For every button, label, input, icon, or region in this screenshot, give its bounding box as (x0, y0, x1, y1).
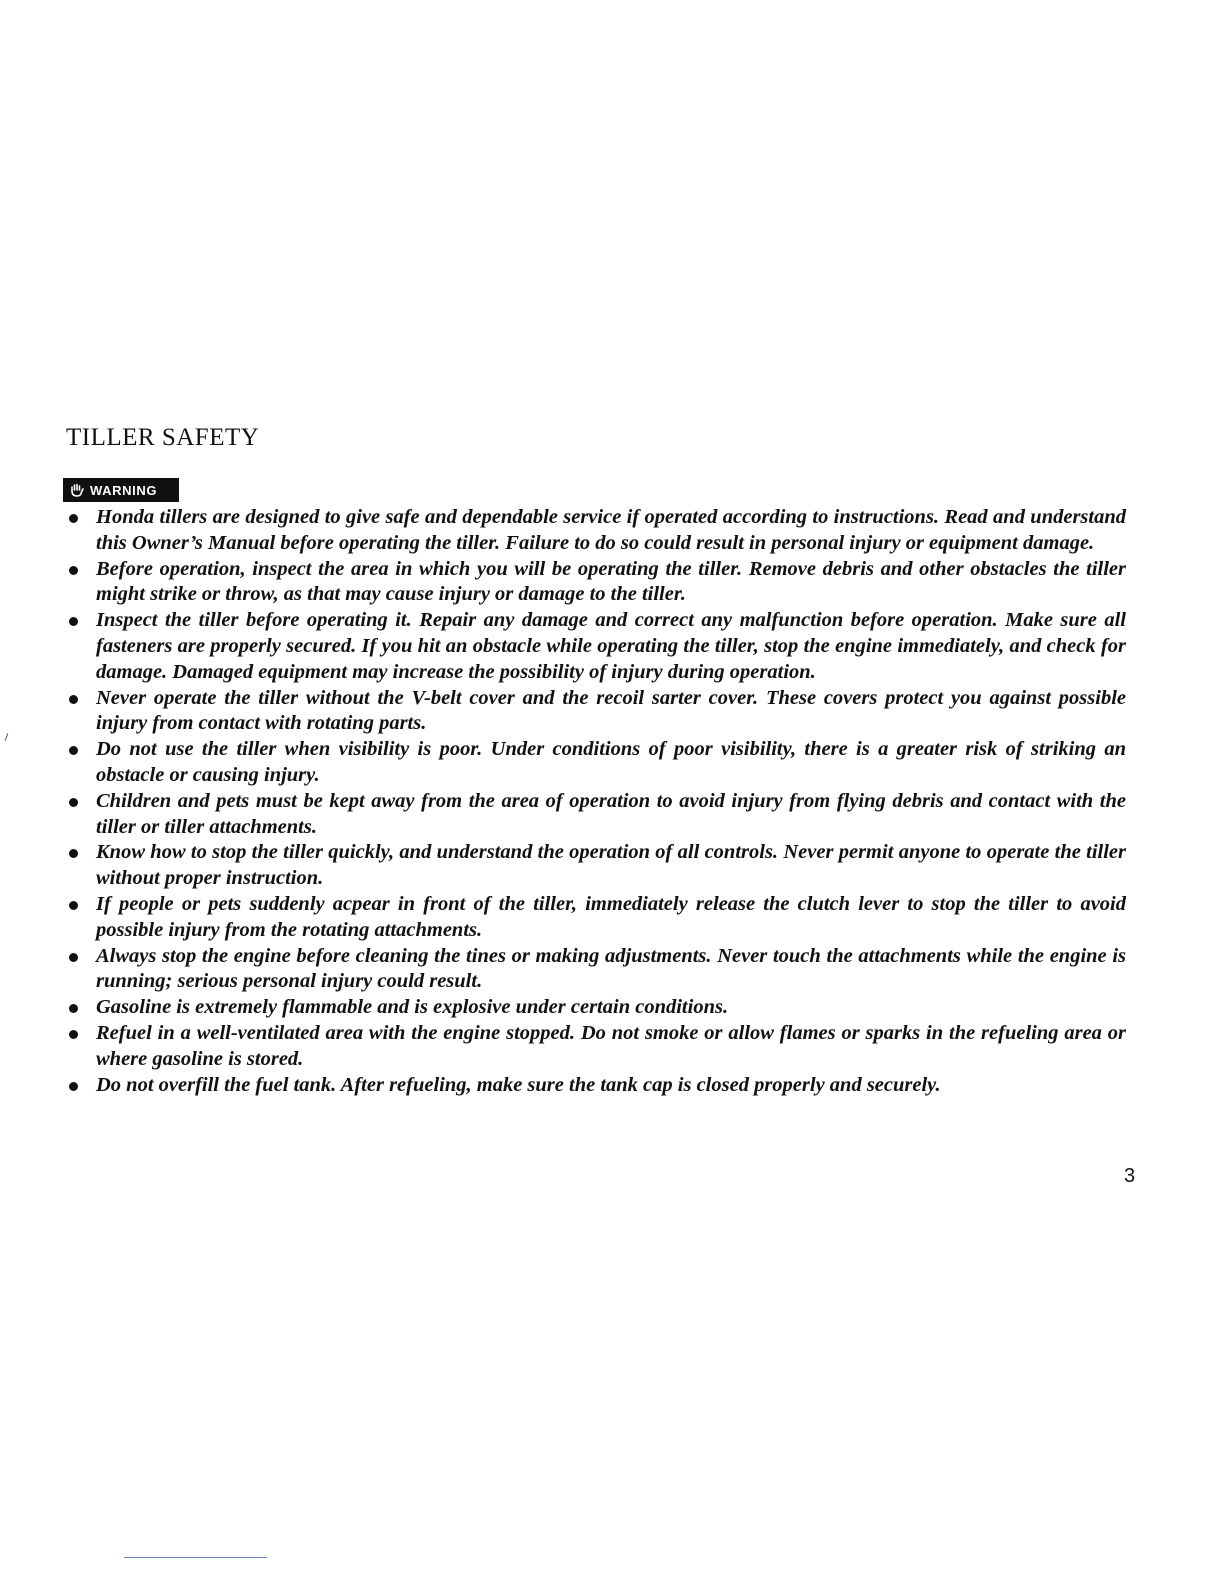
list-item-text: Refuel in a well-ventilated area with the engine stopped. Do not smoke or allow flames or sparks in the refueling area or where gasoline is stored. (96, 1021, 1126, 1070)
list-item (66, 1073, 1126, 1099)
bullet-icon (69, 901, 78, 910)
bullet-icon (69, 514, 78, 523)
scan-mark (5, 733, 9, 741)
list-item (66, 737, 1126, 789)
list-item (66, 557, 1126, 609)
list-item-text: Do not overfill the fuel tank. After refueling, make sure the tank cap is closed properly and securely. (96, 1073, 941, 1096)
list-item-text: Know how to stop the tiller quickly, and understand the operation of all controls. Never permit anyone to operate the tiller without proper instruction. (96, 841, 1126, 890)
bullet-icon (69, 849, 78, 858)
bullet-icon (69, 566, 78, 575)
list-item (66, 686, 1126, 738)
list-item-text: Children and pets must be kept away from the area of operation to avoid injury from flying debris and contact with the tiller or tiller attachments. (96, 789, 1126, 838)
list-item-text: Never operate the tiller without the V-belt cover and the recoil sarter cover. These covers protect you against possible injury from contact with rotating parts. (96, 686, 1126, 735)
list-item (66, 608, 1126, 685)
list-item (66, 840, 1126, 892)
warning-hand-icon (69, 482, 85, 498)
list-item (66, 505, 1126, 557)
bullet-icon (69, 1004, 78, 1013)
bullet-icon (69, 798, 78, 807)
list-item-text: Inspect the tiller before operating it. Repair any damage and correct any malfunction before operation. Make sure all fasteners are properly secured. If you hit an obstacle while operating the tiller, stop the engine immediately, and check for damage. Damaged equipment may increase the possibility of injury during operation. (96, 609, 1126, 683)
list-item (66, 944, 1126, 996)
page-number: 3 (1124, 1165, 1136, 1187)
bullet-icon (69, 1030, 78, 1039)
list-item-text: Before operation, inspect the area in which you will be operating the tiller. Remove debris and other obstacles the tiller might strike or throw, as that may cause injury or damage to the tiller. (96, 557, 1126, 606)
list-item-text: If people or pets suddenly acpear in front of the tiller, immediately release the clutch lever to stop the tiller to avoid possible injury from the rotating attachments. (96, 892, 1126, 941)
bullet-icon (69, 695, 78, 704)
list-item (66, 892, 1126, 944)
list-item-text: Honda tillers are designed to give safe and dependable service if operated according to instructions. Read and understand this Owner’s Manual before operating the tiller. Failure to do so could result in personal injury or equipment damage. (96, 506, 1126, 554)
page-title: TILLER SAFETY (66, 424, 260, 451)
bullet-icon (69, 953, 78, 962)
divider (124, 1557, 267, 1558)
warning-label: WARNING (90, 482, 158, 498)
bullet-icon (69, 1082, 78, 1091)
list-item (66, 1021, 1126, 1073)
bullet-icon (69, 617, 78, 626)
bullet-icon (69, 746, 78, 755)
warning-badge (63, 478, 179, 502)
list-item (66, 995, 1126, 1021)
list-item (66, 789, 1126, 841)
list-item-text: Always stop the engine before cleaning the tines or making adjustments. Never touch the attachments while the engine is running; serious personal injury could result. (96, 944, 1126, 993)
list-item-text: Do not use the tiller when visibility is poor. Under conditions of poor visibility, there is a greater risk of striking an obstacle or causing injury. (96, 738, 1126, 786)
list-item-text: Gasoline is extremely flammable and is explosive under certain conditions. (96, 996, 729, 1019)
safety-list (66, 505, 1126, 1098)
